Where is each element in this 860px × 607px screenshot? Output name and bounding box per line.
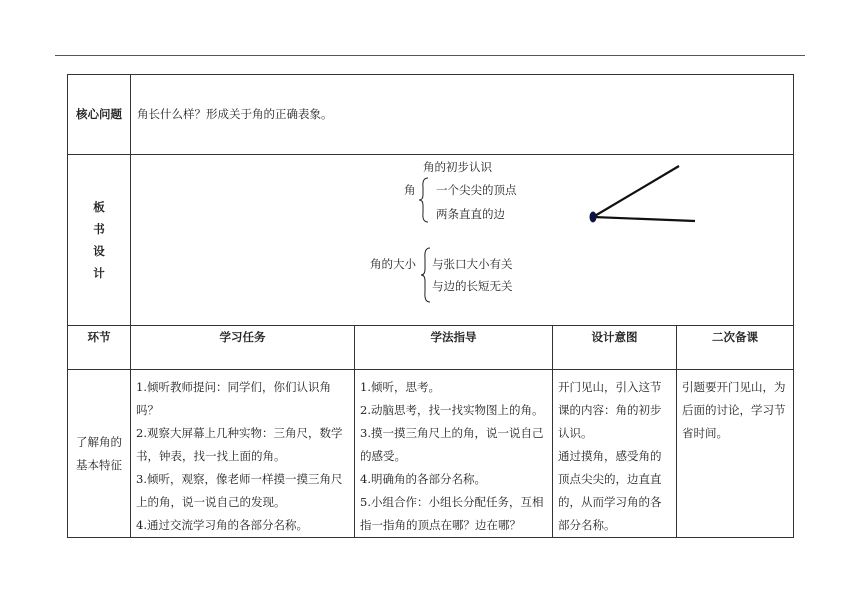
header-row <box>68 326 794 370</box>
board-design-content <box>131 155 794 326</box>
second-prep-item: 引题要开门见山，为后面的讨论，学习节省时间。 <box>682 380 786 440</box>
board-title: 角的初步认识 <box>423 160 492 174</box>
tasks-cell <box>131 370 355 538</box>
brace-icon <box>420 247 432 303</box>
brace-icon <box>418 177 430 223</box>
board-sides-item: 两条直直的边 <box>436 207 505 221</box>
intent-item: 开门见山，引入这节课的内容：角的初步认识。 <box>558 380 662 440</box>
board-label-char: 计 <box>93 266 105 280</box>
board-vertex-item: 一个尖尖的顶点 <box>436 183 517 197</box>
board-design-row <box>68 155 794 326</box>
guide-item: 5.小组合作：小组长分配任务，互相指一指角的顶点在哪？边在哪？ <box>360 495 544 532</box>
lesson-row <box>68 370 794 538</box>
guide-item: 2.动脑思考，找一找实物图上的角。 <box>360 403 544 417</box>
board-size-term: 角的大小 <box>370 257 416 271</box>
board-label-char: 设 <box>93 244 105 258</box>
header-intent: 设计意图 <box>553 326 677 370</box>
header-guidance: 学法指导 <box>355 326 553 370</box>
header-rule <box>55 55 805 56</box>
stage-cell <box>68 370 131 538</box>
header-stage: 环节 <box>68 326 131 370</box>
stage-line: 基本特征 <box>76 457 122 472</box>
core-question-label: 核心问题 <box>68 75 131 155</box>
core-question-text: 角长什么样？形成关于角的正确表象。 <box>131 75 794 155</box>
intent-cell <box>553 370 677 538</box>
core-question-row <box>68 75 794 155</box>
board-design-label <box>68 155 131 326</box>
lesson-plan-table <box>67 74 794 538</box>
header-tasks: 学习任务 <box>131 326 355 370</box>
task-item: 2.观察大屏幕上几种实物：三角尺，数学书，钟表，找一找上面的角。 <box>136 426 343 463</box>
guide-item: 1.倾听，思考。 <box>360 380 440 394</box>
board-opening-item: 与张口大小有关 <box>432 257 513 271</box>
angle-figure <box>579 155 709 235</box>
board-label-char: 书 <box>93 222 105 236</box>
board-angle-term: 角 <box>404 183 416 197</box>
header-second-prep: 二次备课 <box>677 326 794 370</box>
guide-item: 4.明确角的各部分名称。 <box>360 472 486 486</box>
guide-item: 3.摸一摸三角尺上的角，说一说自己的感受。 <box>360 426 544 463</box>
board-label-char: 板 <box>93 200 105 214</box>
intent-item: 通过摸角，感受角的顶点尖尖的，边直直的，从而学习角的各部分名称。 <box>558 449 662 532</box>
vertex-dot <box>590 212 597 223</box>
task-item: 3.倾听，观察，像老师一样摸一摸三角尺上的角，说一说自己的发现。 <box>136 472 343 509</box>
task-item: 1.倾听教师提问：同学们，你们认识角吗？ <box>136 380 331 417</box>
task-item: 4.通过交流学习角的各部分名称。 <box>136 518 308 532</box>
guidance-cell <box>355 370 553 538</box>
second-prep-cell <box>677 370 794 538</box>
board-length-item: 与边的长短无关 <box>432 279 513 293</box>
stage-line: 了解角的 <box>76 434 122 449</box>
